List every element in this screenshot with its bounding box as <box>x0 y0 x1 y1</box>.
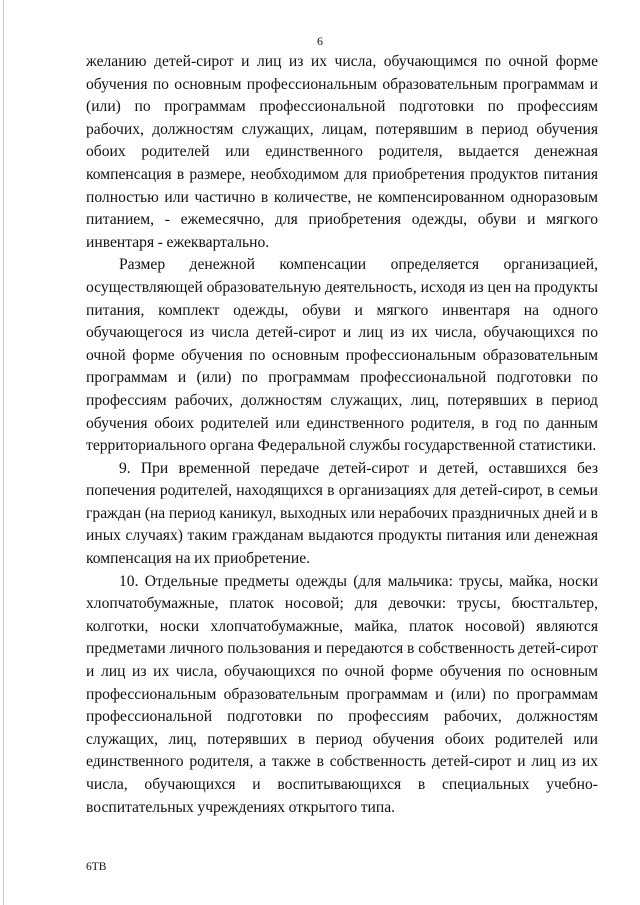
page-number: 6 <box>317 34 323 48</box>
paragraph-item-10: 10. Отдельные предметы одежды (для мальчика: трусы, майка, носки хлопчатобумажные, платок носовой; для девочки: трусы, бюстгальтер, колготки, носки хлопчатобумажные, майка, платок носовой) являются предметами личного пользования и передаются в собственность детей-сирот и лиц из их числа, обучающихся по очной форме обучения по основным профессиональным образовательным программам и (или) по программам профессиональной подготовки по профессиям рабочих, должностям служащих, лиц, потерявших в период обучения обоих родителей или единственного родителя, а также в собственность детей-сирот и лиц из их числа, обучающихся и воспитывающихся в специальных учебно-воспитательных учреждениях открытого типа. <box>86 572 598 816</box>
page-edge-line <box>3 0 4 905</box>
paragraph-item-9: 9. При временной передаче детей-сирот и детей, оставшихся без попечения родителей, находящихся в организациях для детей-сирот, в семьи граждан (на период каникул, выходных или нерабочих праздничных дней и в иных случаях) таким гражданам выдаются продукты питания или денежная компенсация на их приобретение. <box>86 459 598 568</box>
document-body <box>86 51 598 819</box>
paragraph-compensation-size: Размер денежной компенсации определяется организацией, осуществляющей образовательную деятельность, исходя из цен на продукты питания, комплект одежды, обуви и мягкого инвентаря на одного обучающегося из числа детей-сирот и лиц из их числа, обучающихся по очной форме обучения по основным профессиональным образовательным программам и (или) по программам профессиональной подготовки по профессиям рабочих, должностям служащих, лиц, потерявших в период обучения обоих родителей или единственного родителя, в год по данным территориального органа Федеральной службы государственной статистики. <box>86 256 598 455</box>
footer-code: 6ТВ <box>86 861 107 873</box>
paragraph-continuation: желанию детей-сирот и лиц из их числа, обучающимся по очной форме обучения по основным профессиональным образовательным программам и (или) по программам профессиональной подготовки по профессиям рабочих, должностям служащих, лицам, потерявшим в период обучения обоих родителей или единственного родителя, выдается денежная компенсация в размере, необходимом для приобретения продуктов питания полностью или частично в количестве, не компенсированном одноразовым питанием, - ежемесячно, для приобретения одежды, обуви и мягкого инвентаря - ежеквартально. <box>86 53 598 251</box>
